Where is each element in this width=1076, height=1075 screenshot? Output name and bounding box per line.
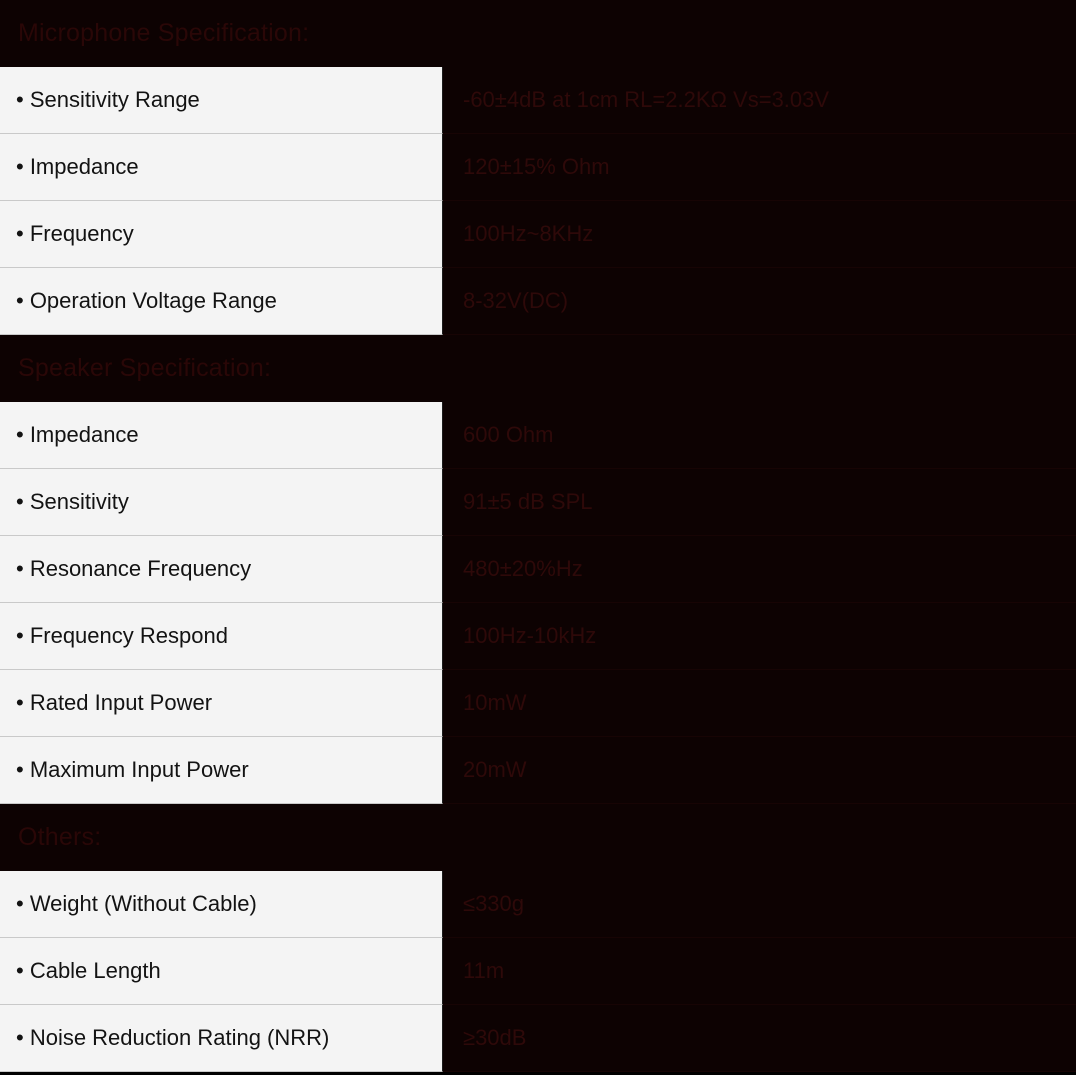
- spec-value: 11m: [443, 938, 1076, 1005]
- section-title-others: Others:: [0, 804, 1076, 871]
- table-row: [0, 67, 1076, 134]
- spec-label: • Weight (Without Cable): [0, 871, 443, 938]
- spec-label: • Rated Input Power: [0, 670, 443, 737]
- spec-label: • Sensitivity Range: [0, 67, 443, 134]
- spec-label: • Noise Reduction Rating (NRR): [0, 1005, 443, 1072]
- spec-value: 91±5 dB SPL: [443, 469, 1076, 536]
- section-others: [0, 804, 1076, 1072]
- section-microphone-specification: [0, 0, 1076, 335]
- spec-value: 100Hz~8KHz: [443, 201, 1076, 268]
- spec-value: 20mW: [443, 737, 1076, 804]
- spec-value: ≤330g: [443, 871, 1076, 938]
- spec-label: • Frequency: [0, 201, 443, 268]
- spec-value: ≥30dB: [443, 1005, 1076, 1072]
- table-row: [0, 1005, 1076, 1072]
- table-row: [0, 536, 1076, 603]
- table-row: [0, 469, 1076, 536]
- spec-label: • Impedance: [0, 402, 443, 469]
- table-row: [0, 201, 1076, 268]
- spec-value: 8-32V(DC): [443, 268, 1076, 335]
- section-title-microphone: Microphone Specification:: [0, 0, 1076, 67]
- table-row: [0, 268, 1076, 335]
- section-title-speaker: Speaker Specification:: [0, 335, 1076, 402]
- table-row: [0, 603, 1076, 670]
- table-row: [0, 402, 1076, 469]
- spec-label: • Cable Length: [0, 938, 443, 1005]
- table-row: [0, 871, 1076, 938]
- table-row: [0, 134, 1076, 201]
- spec-label: • Frequency Respond: [0, 603, 443, 670]
- spec-label: • Resonance Frequency: [0, 536, 443, 603]
- section-speaker-specification: [0, 335, 1076, 804]
- table-row: [0, 737, 1076, 804]
- spec-value: 600 Ohm: [443, 402, 1076, 469]
- spec-value: -60±4dB at 1cm RL=2.2KΩ Vs=3.03V: [443, 67, 1076, 134]
- spec-label: • Impedance: [0, 134, 443, 201]
- table-row: [0, 938, 1076, 1005]
- spec-value: 10mW: [443, 670, 1076, 737]
- spec-label: • Sensitivity: [0, 469, 443, 536]
- spec-value: 480±20%Hz: [443, 536, 1076, 603]
- table-row: [0, 670, 1076, 737]
- spec-value: 120±15% Ohm: [443, 134, 1076, 201]
- spec-value: 100Hz-10kHz: [443, 603, 1076, 670]
- spec-label: • Operation Voltage Range: [0, 268, 443, 335]
- spec-label: • Maximum Input Power: [0, 737, 443, 804]
